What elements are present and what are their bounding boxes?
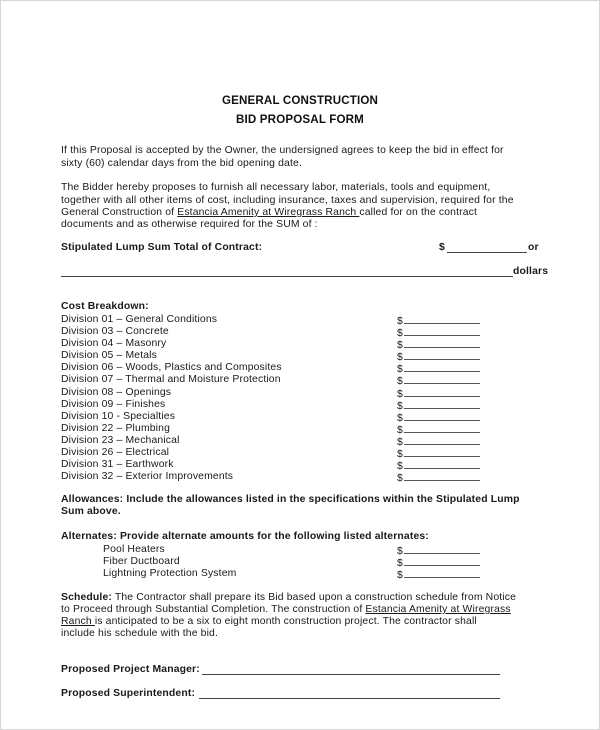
- bidder-paragraph-line3: [61, 207, 477, 218]
- cost-item-label: Division 08 – Openings: [61, 387, 172, 398]
- alternate-item-label: Pool Heaters: [103, 544, 165, 555]
- dollar-sign: $: [397, 570, 403, 581]
- bidder-paragraph-line3-prefix: General Construction of: [61, 207, 178, 218]
- cost-item-label: Division 10 - Specialties: [61, 411, 176, 422]
- dollar-sign: $: [397, 401, 403, 412]
- superintendent-field[interactable]: [199, 698, 500, 699]
- bidder-paragraph-line4: documents and as otherwise required for the SUM of :: [61, 219, 318, 230]
- cost-item-label: Division 04 – Masonry: [61, 338, 167, 349]
- form-title-line2: BID PROPOSAL FORM: [236, 113, 364, 126]
- amount-blank-line[interactable]: [404, 544, 480, 554]
- amount-blank-line[interactable]: [404, 568, 480, 578]
- dollar-sign: $: [397, 328, 403, 339]
- amount-blank-line[interactable]: [404, 326, 480, 336]
- dollar-sign: $: [397, 389, 403, 400]
- cost-item-label: Division 09 – Finishes: [61, 399, 166, 410]
- cost-breakdown-heading: Cost Breakdown:: [61, 301, 149, 312]
- schedule-line1-text: The Contractor shall prepare its Bid based upon a construction schedule from Notice: [112, 592, 517, 603]
- amount-blank-line[interactable]: [404, 411, 480, 421]
- lump-sum-amount-field[interactable]: [447, 252, 527, 253]
- alternate-item-label: Fiber Ductboard: [103, 556, 180, 567]
- schedule-label: Schedule:: [61, 592, 113, 603]
- cost-item-label: Division 26 – Electrical: [61, 447, 170, 458]
- cost-item-label: Division 32 – Exterior Improvements: [61, 471, 234, 482]
- amount-blank-line[interactable]: [404, 447, 480, 457]
- amount-blank-line[interactable]: [404, 471, 480, 481]
- cost-item-label: Division 05 – Metals: [61, 350, 157, 361]
- lump-sum-words-field[interactable]: [61, 276, 513, 277]
- project-name-cont: Ranch: [61, 616, 95, 627]
- cost-item-label: Division 31 – Earthwork: [61, 459, 174, 470]
- cost-amount-field[interactable]: [397, 471, 480, 484]
- alternate-item-label: Lightning Protection System: [103, 568, 237, 579]
- dollar-sign: $: [397, 558, 403, 569]
- dollar-sign: $: [397, 413, 403, 424]
- schedule-line2-prefix: to Proceed through Substantial Completion. The construction of: [61, 604, 366, 615]
- intro-paragraph-line2: sixty (60) calendar days from the bid opening date.: [61, 158, 302, 169]
- dollar-sign: $: [397, 473, 403, 484]
- dollar-sign: $: [397, 352, 403, 363]
- lump-sum-dollar-sign: $: [439, 242, 445, 253]
- schedule-line4: include his schedule with the bid.: [61, 628, 219, 639]
- cost-item-label: Division 22 – Plumbing: [61, 423, 170, 434]
- amount-blank-line[interactable]: [404, 399, 480, 409]
- dollar-sign: $: [397, 461, 403, 472]
- dollar-sign: $: [397, 316, 403, 327]
- dollar-sign: $: [397, 449, 403, 460]
- project-name: Estancia Amenity at Wiregrass: [365, 604, 511, 615]
- allowances-line1: Allowances: Include the allowances listed in the specifications within the Stipulated Lump: [61, 494, 520, 505]
- cost-item-label: Division 03 – Concrete: [61, 326, 169, 337]
- form-title-line1: GENERAL CONSTRUCTION: [221, 94, 379, 107]
- project-manager-label: Proposed Project Manager:: [61, 664, 200, 675]
- amount-blank-line[interactable]: [404, 459, 480, 469]
- amount-blank-line[interactable]: [404, 350, 480, 360]
- amount-blank-line[interactable]: [404, 435, 480, 445]
- cost-item-label: Division 07 – Thermal and Moisture Protection: [61, 374, 281, 385]
- intro-paragraph-line1: If this Proposal is accepted by the Owner, the undersigned agrees to keep the bid in effect for: [61, 145, 504, 156]
- cost-item-label: Division 01 – General Conditions: [61, 314, 218, 325]
- amount-blank-line[interactable]: [404, 423, 480, 433]
- bidder-paragraph-line3-suffix: called for on the contract: [359, 207, 478, 218]
- schedule-line3: [61, 616, 477, 627]
- amount-blank-line[interactable]: [404, 374, 480, 384]
- amount-blank-line[interactable]: [404, 387, 480, 397]
- bidder-paragraph-line1: The Bidder hereby proposes to furnish all necessary labor, materials, tools and equipment,: [61, 182, 491, 193]
- superintendent-label: Proposed Superintendent:: [61, 688, 196, 699]
- allowances-line2: Sum above.: [61, 506, 121, 517]
- alternates-heading: Alternates: Provide alternate amounts for the following listed alternates:: [61, 531, 429, 542]
- amount-blank-line[interactable]: [404, 314, 480, 324]
- or-label: or: [528, 242, 539, 253]
- dollars-label: dollars: [513, 266, 549, 277]
- dollar-sign: $: [397, 425, 403, 436]
- dollar-sign: $: [397, 376, 403, 387]
- dollar-sign: $: [397, 437, 403, 448]
- schedule-line3-suffix: is anticipated to be a six to eight month construction project. The contractor shall: [94, 616, 477, 627]
- dollar-sign: $: [397, 546, 403, 557]
- cost-item-label: Division 06 – Woods, Plastics and Composites: [61, 362, 282, 373]
- dollar-sign: $: [397, 340, 403, 351]
- schedule-line2: [61, 604, 511, 615]
- amount-blank-line[interactable]: [404, 556, 480, 566]
- alternate-amount-field[interactable]: [397, 568, 480, 581]
- amount-blank-line[interactable]: [404, 338, 480, 348]
- bidder-paragraph-line2: together with all other items of cost, including insurance, taxes and supervision, required for the: [61, 195, 514, 206]
- lump-sum-label: Stipulated Lump Sum Total of Contract:: [61, 242, 263, 253]
- cost-amount-field[interactable]: [397, 374, 480, 387]
- schedule-line1: [61, 592, 516, 603]
- project-name: Estancia Amenity at Wiregrass Ranch: [177, 207, 360, 218]
- amount-blank-line[interactable]: [404, 362, 480, 372]
- cost-item-label: Division 23 – Mechanical: [61, 435, 180, 446]
- dollar-sign: $: [397, 364, 403, 375]
- project-manager-field[interactable]: [202, 674, 500, 675]
